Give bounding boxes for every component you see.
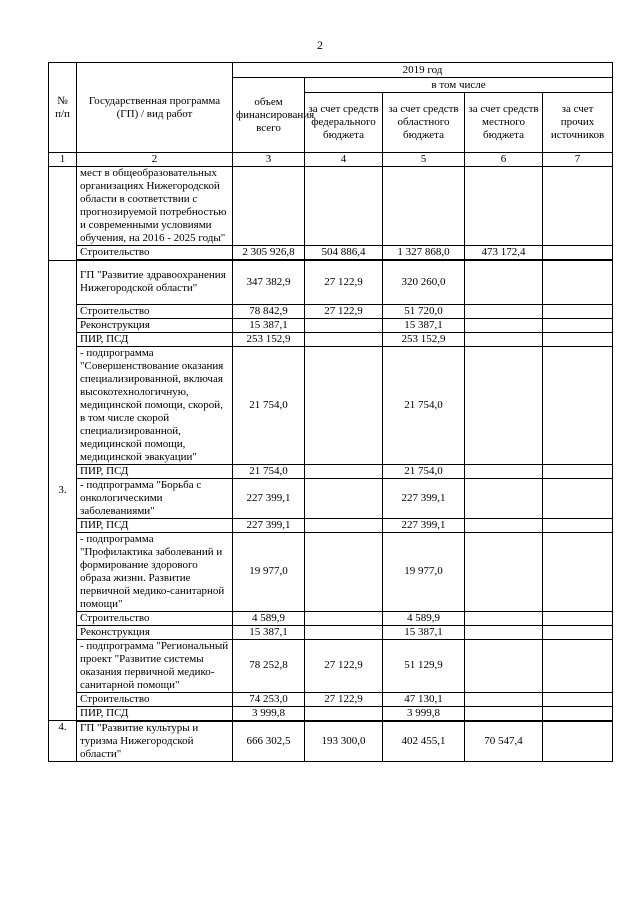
row-num — [49, 167, 77, 261]
cell-local — [465, 260, 543, 304]
cell-regional: 402 455,1 — [383, 721, 465, 762]
table-row — [49, 611, 613, 625]
cell-federal — [305, 706, 383, 721]
cell-regional: 15 387,1 — [383, 625, 465, 639]
col-number: 1 — [49, 153, 77, 167]
cell-other — [543, 625, 613, 639]
cell-local — [465, 639, 543, 692]
cell-regional — [383, 167, 465, 246]
cell-total: 3 999,8 — [233, 706, 305, 721]
header-other: за счет прочих источников — [543, 93, 613, 153]
cell-federal: 193 300,0 — [305, 721, 383, 762]
cell-local — [465, 706, 543, 721]
cell-local — [465, 464, 543, 478]
header-year: 2019 год — [233, 63, 613, 78]
cell-total — [233, 167, 305, 246]
row-name: - подпрограмма "Борьба с онкологическими заболеваниями" — [77, 478, 233, 518]
table-row — [49, 246, 613, 261]
table-row — [49, 304, 613, 318]
cell-other — [543, 611, 613, 625]
table-row — [49, 532, 613, 611]
table-row — [49, 518, 613, 532]
cell-other — [543, 304, 613, 318]
cell-total: 15 387,1 — [233, 625, 305, 639]
cell-regional: 253 152,9 — [383, 332, 465, 346]
cell-federal: 27 122,9 — [305, 304, 383, 318]
cell-total: 227 399,1 — [233, 518, 305, 532]
cell-total: 21 754,0 — [233, 464, 305, 478]
row-name: Строительство — [77, 692, 233, 706]
header-incl: в том числе — [305, 78, 613, 93]
cell-total: 2 305 926,8 — [233, 246, 305, 261]
cell-total: 15 387,1 — [233, 318, 305, 332]
table-row — [49, 639, 613, 692]
row-name: ПИР, ПСД — [77, 706, 233, 721]
page-number: 2 — [317, 38, 323, 52]
cell-regional: 19 977,0 — [383, 532, 465, 611]
row-name: Строительство — [77, 611, 233, 625]
cell-local — [465, 304, 543, 318]
col-number: 4 — [305, 153, 383, 167]
row-name: Строительство — [77, 304, 233, 318]
cell-regional: 3 999,8 — [383, 706, 465, 721]
cell-regional: 227 399,1 — [383, 518, 465, 532]
cell-regional: 4 589,9 — [383, 611, 465, 625]
cell-other — [543, 518, 613, 532]
col-number: 2 — [77, 153, 233, 167]
cell-local: 70 547,4 — [465, 721, 543, 762]
cell-local: 473 172,4 — [465, 246, 543, 261]
cell-other — [543, 639, 613, 692]
cell-total: 74 253,0 — [233, 692, 305, 706]
table-row — [49, 167, 613, 246]
row-name: ГП "Развитие здравоохранения Нижегородской области" — [77, 260, 233, 304]
row-name: ПИР, ПСД — [77, 332, 233, 346]
table-row — [49, 464, 613, 478]
header-regional: за счет средств областного бюджета — [383, 93, 465, 153]
row-name: Строительство — [77, 246, 233, 261]
cell-federal — [305, 532, 383, 611]
row-name: - подпрограмма "Профилактика заболеваний и формирование здорового образа жизни. Развитие первичной медико-санитарной помощи" — [77, 532, 233, 611]
cell-federal: 27 122,9 — [305, 260, 383, 304]
cell-federal: 504 886,4 — [305, 246, 383, 261]
cell-regional: 1 327 868,0 — [383, 246, 465, 261]
table-row — [49, 692, 613, 706]
cell-federal — [305, 167, 383, 246]
header-total: объем финансирования всего — [233, 78, 305, 153]
cell-federal — [305, 318, 383, 332]
cell-regional: 51 720,0 — [383, 304, 465, 318]
cell-other — [543, 318, 613, 332]
cell-regional: 320 260,0 — [383, 260, 465, 304]
header-program: Государственная программа (ГП) / вид работ — [77, 63, 233, 153]
cell-federal: 27 122,9 — [305, 639, 383, 692]
cell-local — [465, 692, 543, 706]
cell-federal — [305, 518, 383, 532]
cell-total: 253 152,9 — [233, 332, 305, 346]
col-number: 6 — [465, 153, 543, 167]
cell-local — [465, 478, 543, 518]
cell-local — [465, 346, 543, 464]
cell-total: 21 754,0 — [233, 346, 305, 464]
cell-other — [543, 464, 613, 478]
row-name: - подпрограмма "Региональный проект "Развитие системы оказания первичной медико-санитарной помощи" — [77, 639, 233, 692]
table-row — [49, 721, 613, 762]
cell-other — [543, 532, 613, 611]
cell-regional: 51 129,9 — [383, 639, 465, 692]
row-num-3: 3. — [49, 260, 77, 721]
cell-other — [543, 692, 613, 706]
cell-federal — [305, 464, 383, 478]
table-row — [49, 478, 613, 518]
row-name: Реконструкция — [77, 625, 233, 639]
col-number: 3 — [233, 153, 305, 167]
table-row — [49, 318, 613, 332]
cell-local — [465, 518, 543, 532]
row-name: Реконструкция — [77, 318, 233, 332]
row-num-4: 4. — [49, 721, 77, 762]
cell-federal — [305, 625, 383, 639]
cell-total: 78 252,8 — [233, 639, 305, 692]
cell-other — [543, 721, 613, 762]
header-num: № п/п — [49, 63, 77, 153]
table-row — [49, 346, 613, 464]
cell-regional: 15 387,1 — [383, 318, 465, 332]
cell-regional: 21 754,0 — [383, 346, 465, 464]
row-name: ПИР, ПСД — [77, 518, 233, 532]
col-number: 5 — [383, 153, 465, 167]
cell-total: 666 302,5 — [233, 721, 305, 762]
cell-federal: 27 122,9 — [305, 692, 383, 706]
cell-federal — [305, 478, 383, 518]
table-row — [49, 706, 613, 721]
cell-local — [465, 625, 543, 639]
cell-federal — [305, 332, 383, 346]
header-federal: за счет средств федерального бюджета — [305, 93, 383, 153]
cell-local — [465, 318, 543, 332]
cell-other — [543, 167, 613, 246]
cell-other — [543, 346, 613, 464]
row-name: - подпрограмма "Совершенствование оказания специализированной, включая высокотехнологичную, медицинской помощи, скорой, в том числе скорой специализированной, медицинской помощи, медицинской эвакуации" — [77, 346, 233, 464]
cell-total: 227 399,1 — [233, 478, 305, 518]
row-name: ГП "Развитие культуры и туризма Нижегородской области" — [77, 721, 233, 762]
cell-other — [543, 246, 613, 261]
cell-other — [543, 478, 613, 518]
cell-other — [543, 706, 613, 721]
cell-federal — [305, 346, 383, 464]
cell-regional: 21 754,0 — [383, 464, 465, 478]
row-name: мест в общеобразовательных организациях Нижегородской области в соответствии с прогнозируемой потребностью и современными условиями обучения, на 2016 - 2025 годы" — [77, 167, 233, 246]
table-row — [49, 332, 613, 346]
cell-local — [465, 332, 543, 346]
row-name: ПИР, ПСД — [77, 464, 233, 478]
cell-other — [543, 260, 613, 304]
cell-total: 78 842,9 — [233, 304, 305, 318]
cell-regional: 227 399,1 — [383, 478, 465, 518]
cell-local — [465, 532, 543, 611]
cell-regional: 47 130,1 — [383, 692, 465, 706]
cell-other — [543, 332, 613, 346]
cell-total: 4 589,9 — [233, 611, 305, 625]
table-row — [49, 625, 613, 639]
financing-table — [48, 62, 613, 762]
col-number: 7 — [543, 153, 613, 167]
cell-local — [465, 167, 543, 246]
table-row — [49, 260, 613, 304]
cell-total: 347 382,9 — [233, 260, 305, 304]
cell-federal — [305, 611, 383, 625]
header-local: за счет средств местного бюджета — [465, 93, 543, 153]
cell-total: 19 977,0 — [233, 532, 305, 611]
cell-local — [465, 611, 543, 625]
